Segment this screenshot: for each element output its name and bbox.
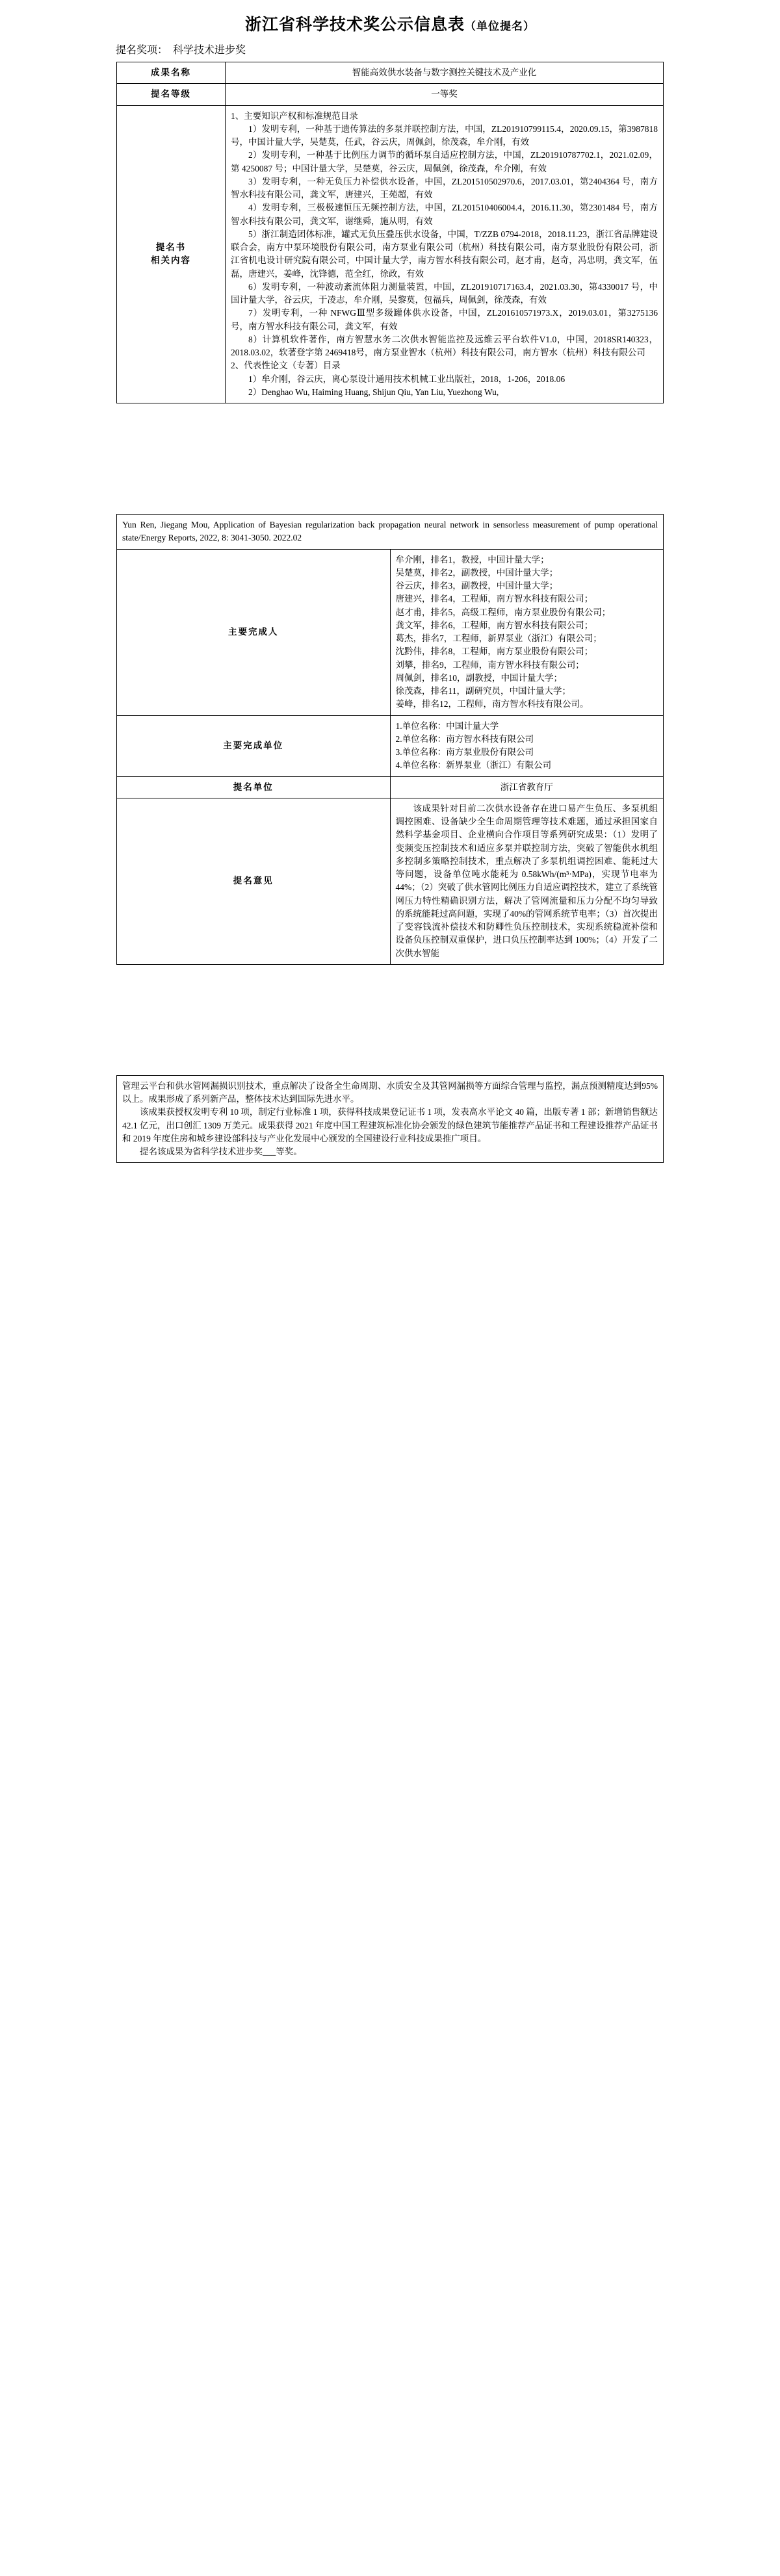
ip-item: 2）发明专利，一种基于比例压力调节的循环泵自适应控制方法，中国，ZL201910787702.1，2021.02.09，第 4250087 号；中国计量大学，吴楚莫，谷云庆，周佩剑，徐茂森，牟介刚，有效 xyxy=(231,150,658,173)
ip-item: 6）发明专利，一种波动紊流体阻力测量装置，中国，ZL201910717163.4，2021.03.30，第4330017 号，中国计量大学，谷云庆，于凌志，牟介刚，吴黎莫，包福兵，周佩剑，徐茂森，有效 xyxy=(231,281,658,305)
contributor-item: 唐建兴，排名4，工程师，南方智水科技有限公司； xyxy=(395,594,593,604)
table-row-units xyxy=(117,715,664,776)
opinion-paragraph: 管理云平台和供水管网漏损识别技术，重点解决了设备全生命周期、水质安全及其管网漏损等方面综合管理与监控，漏点预测精度达到95%以上。成果形成了系列新产品，整体技术达到国际先进水平。 xyxy=(122,1080,658,1104)
nominating-unit-value: 浙江省教育厅 xyxy=(390,776,664,798)
info-table-part3 xyxy=(116,1075,664,1164)
achievement-name-value: 智能高效供水装备与数字测控关键技术及产业化 xyxy=(226,62,664,84)
unit-item: 3.单位名称：南方泵业股份有限公司 xyxy=(395,747,534,757)
main-units-value xyxy=(390,715,664,776)
contributor-item: 吴楚莫，排名2，副教授，中国计量大学； xyxy=(395,567,558,578)
achievement-name-label: 成果名称 xyxy=(117,62,226,84)
page-title-sub: （单位提名） xyxy=(465,20,535,32)
paper-item: 1）牟介刚，谷云庆，离心泵设计通用技术机械工业出版社，2018，1-206，2018.06 xyxy=(248,374,566,384)
table-row-paper-continued xyxy=(117,515,664,550)
award-value: 科学技术进步奖 xyxy=(173,45,246,56)
nomination-opinion-value xyxy=(390,798,664,964)
table-row-contributors xyxy=(117,549,664,715)
main-contributors-value xyxy=(390,549,664,715)
paper-item: 2）Denghao Wu, Haiming Huang, Shijun Qiu, Yan Liu, Yuezhong Wu, xyxy=(248,387,499,397)
contributor-item: 谷云庆，排名3，副教授，中国计量大学； xyxy=(395,581,558,591)
page-break-1 xyxy=(0,403,780,514)
nomination-opinion-label: 提名意见 xyxy=(117,798,391,964)
ip-item: 3）发明专利，一种无负压力补偿供水设备，中国，ZL201510502970.6，2017.03.01，第2404364 号，南方智水科技有限公司，龚文军，唐建兴，王苑超，有效 xyxy=(231,176,658,199)
table-row-opinion-continued xyxy=(117,1075,664,1163)
contributor-item: 周佩剑，排名10，副教授，中国计量大学； xyxy=(395,672,562,683)
opinion-conclusion: 提名该成果为省科学技术进步奖___等奖。 xyxy=(140,1147,302,1156)
opinion-paragraph: 该成果获授权发明专利 10 项，制定行业标准 1 项，获得科技成果登记证书 1 项，发表高水平论文 40 篇，出版专著 1 部；新增销售额达 42.1 亿元，出口创汇 1309 万美元。成果获得 2021 年度中国工程建筑标准化协会颁发的绿色建筑节能推荐产品证书和工程建设推荐产品证书和 2019 年度住房和城乡建设部科技与产业化发展中心颁发的全国建设行业科技成果推广项目。 xyxy=(122,1107,658,1143)
nomination-level-value: 一等奖 xyxy=(226,84,664,105)
page-title-main: 浙江省科学技术奖公示信息表 xyxy=(244,16,465,34)
table-row-nomination-level xyxy=(117,84,664,105)
contributor-item: 徐茂森，排名11，副研究员，中国计量大学； xyxy=(395,686,571,696)
contributor-item: 刘攀，排名9，工程师，南方智水科技有限公司； xyxy=(395,659,584,670)
contributor-item: 赵才甫，排名5，高级工程师，南方泵业股份有限公司； xyxy=(395,607,611,617)
award-line xyxy=(116,42,780,57)
contributor-item: 姜峰，排名12，工程师，南方智水科技有限公司。 xyxy=(395,699,589,709)
nominating-unit-label: 提名单位 xyxy=(117,776,391,798)
ip-item: 4）发明专利，三极极速恒压无频控制方法，中国，ZL201510406004.4，2016.11.30，第2301484 号，南方智水科技有限公司，龚文军，谢继舜，施从明，有效 xyxy=(231,203,658,226)
nomination-content-label: 提名书 相关内容 xyxy=(117,105,226,403)
main-contributors-label: 主要完成人 xyxy=(117,549,391,715)
nomination-content-value xyxy=(226,105,664,403)
unit-item: 1.单位名称：中国计量大学 xyxy=(395,721,499,731)
contributor-item: 葛杰，排名7，工程师，新界泵业（浙江）有限公司； xyxy=(395,633,602,643)
nomination-level-label: 提名等级 xyxy=(117,84,226,105)
table-row-achievement-name xyxy=(117,62,664,84)
ip-item: 1）发明专利，一种基于遗传算法的多泵并联控制方法，中国，ZL201910799115.4，2020.09.15，第3987818 号，中国计量大学，吴楚莫，任武，谷云庆，周佩剑，徐茂森，牟介刚，有效 xyxy=(231,123,658,147)
page-title xyxy=(0,12,780,35)
ip-item: 7）发明专利，一种 NFWGⅢ型多级罐体供水设备，中国，ZL201610571973.X，2019.03.01，第3275136 号，南方智水科技有限公司，龚文军，有效 xyxy=(231,308,658,331)
paper-continued xyxy=(117,515,664,550)
unit-item: 4.单位名称：新界泵业（浙江）有限公司 xyxy=(395,760,552,771)
section2-title: 2、代表性论文（专著）目录 xyxy=(231,361,341,371)
contributor-item: 沈黔伟，排名8，工程师，南方泵业股份有限公司； xyxy=(395,646,593,657)
ip-item: 5）浙江制造团体标准，罐式无负压叠压供水设备，中国，T/ZZB 0794-2018，2018.11.23，浙江省品牌建设联合会，南方中泵环境股份有限公司，南方泵业有限公司（杭州）科技有限公司，南方泵业股份有限公司，浙江省机电设计研究院有限公司，中国计量大学，南方智水科技有限公司，赵才甫，赵奇，冯忠明，龚文军，伍磊，唐建兴，姜峰，沈锋德，范全红，徐政，有效 xyxy=(231,229,658,279)
unit-item: 2.单位名称：南方智水科技有限公司 xyxy=(395,733,534,744)
table-row-nominating-unit xyxy=(117,776,664,798)
section1-title: 1、主要知识产权和标准规范目录 xyxy=(231,110,358,121)
nomination-opinion-continued xyxy=(117,1075,664,1163)
document-page xyxy=(0,12,780,1163)
main-units-label: 主要完成单位 xyxy=(117,715,391,776)
info-table-part1 xyxy=(116,62,664,403)
info-table-part2 xyxy=(116,514,664,965)
award-label: 提名奖项： xyxy=(116,45,168,56)
contributor-item: 牟介刚，排名1，教授，中国计量大学； xyxy=(395,554,549,565)
paper-continued-text: Yun Ren, Jiegang Mou, Application of Bayesian regularization back propagation neural network in sensorless measurement of pump operational state/Energy Reports, 2022, 8: 3041-3050. 2022.02 xyxy=(122,520,658,543)
page-break-2 xyxy=(0,965,780,1075)
contributor-item: 龚文军，排名6，工程师，南方智水科技有限公司； xyxy=(395,620,593,630)
table-row-nomination-content xyxy=(117,105,664,403)
ip-item: 8）计算机软件著作，南方智慧水务二次供水智能监控及远维云平台软件V1.0，中国，2018SR140323，2018.03.02，软著登字第 2469418号，南方泵业智水（杭州）科技有限公司，南方智水（杭州）科技有限公司 xyxy=(231,334,658,357)
opinion-paragraph: 该成果针对目前二次供水设备存在进口易产生负压、多泵机组调控困难、设备缺少全生命周期管理等技术难题，通过承担国家自然科学基金项目、企业横向合作项目等系列研究成果：（1）发明了变频变压控制技术和适应多泵并联控制方法，突破了智能供水机组多控制多策略控制技术，重点解决了多泵机组调控困难、能耗过大等问题，设备单位吨水能耗为 0.58kWh/(m³·MPa)，实现节电率为 44%；（2）突破了供水管网比例压力自适应调控技术，建立了系统管网压力特性精确识别方法，解决了管网流量和压力分配不均匀导致的系统能耗过高问题，实现了40%的管网系统节电率；（3）首次提出了变容钱流补偿技术和防卿性负压控制技术，实现系统稳流补偿和设备负压控制双重保护，进口负压控制率达到 100%；（4）开发了二次供水智能 xyxy=(395,803,658,958)
table-row-opinion xyxy=(117,798,664,964)
